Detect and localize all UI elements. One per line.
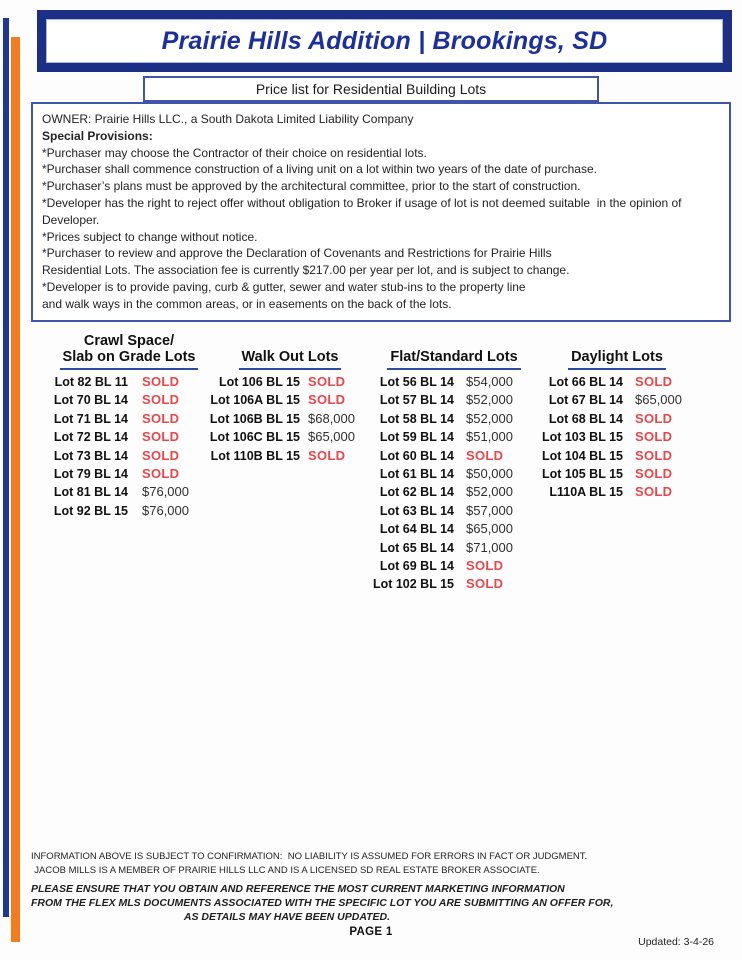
footer-notice [31,882,614,925]
provision-line: *Purchaser shall commence construction of a living unit on a lot within two years of the date of purchase. [42,162,597,177]
lot-column-title-line: Slab on Grade Lots [62,348,196,365]
lot-sold-badge: SOLD [635,374,673,389]
lot-row [372,520,536,538]
lot-rows [535,373,699,502]
lot-price: $51,000 [466,429,513,445]
lot-label: Lot 66 BL 14 [548,375,623,389]
left-accent-bar-orange [11,37,20,942]
page-number-label: PAGE 1 [349,926,393,938]
lot-label: Lot 106 BL 15 [218,375,300,389]
lot-row [40,465,218,483]
provision-line: Residential Lots. The association fee is currently $217.00 per year per lot, and is subject to change. [42,263,570,278]
lot-row [372,410,536,428]
lot-label: Lot 106B BL 15 [209,411,300,426]
lot-row [535,373,699,391]
lot-row [206,447,374,465]
lot-label: Lot 103 BL 15 [541,430,623,445]
lot-label: Lot 65 BL 14 [379,540,454,555]
document-header-box [37,10,732,72]
lot-column-header [535,333,699,370]
notice-line: AS DETAILS MAY HAVE BEEN UPDATED. [183,911,391,924]
lot-price: $65,000 [466,521,513,537]
provision-line: and walk ways in the common areas, or in easements on the back of the lots. [42,296,452,311]
lot-column-daylight [535,333,699,502]
lot-label: Lot 92 BL 15 [53,503,128,518]
special-provisions-text [42,111,720,313]
footer-disclaimer [31,850,588,878]
lot-column-header [372,333,536,370]
lot-label: Lot 61 BL 14 [379,467,454,482]
lot-price: $52,000 [466,392,513,408]
lot-column-title-line: Flat/Standard Lots [390,348,518,365]
lot-sold-badge: SOLD [142,392,180,408]
lot-column-walk-out [206,333,374,465]
provision-line: *Purchaser may choose the Contractor of their choice on residential lots. [42,145,427,160]
lot-sold-badge: SOLD [466,576,504,592]
lot-row [206,391,374,409]
lot-sold-badge: SOLD [635,410,673,426]
lot-price: $52,000 [466,484,513,500]
lot-price: $71,000 [466,539,513,555]
lot-label: Lot 72 BL 14 [53,430,128,445]
notice-line: FROM THE FLEX MLS DOCUMENTS ASSOCIATED WITH THE SPECIFIC LOT YOU ARE SUBMITTING AN OFFER FOR, [31,897,614,910]
lot-label: Lot 106A BL 15 [210,393,300,408]
lot-label: Lot 62 BL 14 [379,485,454,500]
updated-date-label: Updated: 3-4-26 [638,936,714,948]
lot-sold-badge: SOLD [466,558,504,574]
lot-label: Lot 110B BL 15 [210,448,300,463]
lot-row [40,502,218,520]
provision-line: Special Provisions: [42,128,153,143]
lot-column-title-line: Daylight Lots [571,348,663,365]
lot-row [372,391,536,409]
left-accent-bar-blue [3,18,9,917]
lot-column-header [206,333,374,370]
lot-column-title [387,350,520,370]
lot-label: Lot 102 BL 15 [372,577,454,592]
lot-label: Lot 59 BL 14 [379,430,454,445]
lot-label: Lot 69 BL 14 [379,559,454,574]
page-title: Prairie Hills Addition | Brookings, SD [161,26,608,55]
subtitle-text: Price list for Residential Building Lots [255,81,487,97]
lot-sold-badge: SOLD [466,447,504,463]
lot-price: $57,000 [466,502,513,518]
subtitle-box [143,76,599,102]
lot-row [535,391,699,409]
provision-line: *Developer has the right to reject offer without obligation to Broker if usage of lot is not deemed suitable in the opinion of [42,195,682,210]
lot-sold-badge: SOLD [635,429,673,445]
lot-label: Lot 106C BL 15 [209,430,300,445]
lot-price: $65,000 [308,429,355,445]
lot-label: Lot 79 BL 14 [53,467,128,482]
lot-column-title [60,334,199,370]
lot-sold-badge: SOLD [308,392,346,408]
provision-line: Developer. [42,212,100,227]
provision-line: *Purchaser’s plans must be approved by the architectural committee, prior to the start of construction. [42,179,581,194]
lot-price: $76,000 [142,502,189,518]
lot-label: Lot 63 BL 14 [379,503,454,518]
lot-column-title [239,350,342,370]
lot-price: $76,000 [142,484,189,500]
lot-row [40,483,218,501]
lot-label: Lot 67 BL 14 [548,393,623,408]
lot-label: Lot 57 BL 14 [379,393,454,408]
lot-row [535,410,699,428]
notice-line: PLEASE ENSURE THAT YOU OBTAIN AND REFERENCE THE MOST CURRENT MARKETING INFORMATION [31,883,565,895]
lot-sold-badge: SOLD [142,410,180,426]
lot-row [535,428,699,446]
lot-label: Lot 104 BL 15 [541,448,623,463]
lot-label: Lot 73 BL 14 [53,448,128,463]
provision-line: OWNER: Prairie Hills LLC., a South Dakota Limited Liability Company [42,112,414,126]
lot-sold-badge: SOLD [142,447,180,463]
lot-row [206,428,374,446]
lot-sold-badge: SOLD [635,447,673,463]
lot-label: Lot 71 BL 14 [53,411,128,426]
lot-label: Lot 105 BL 15 [541,467,623,482]
lot-row [372,465,536,483]
lot-row [372,575,536,593]
lot-label: Lot 58 BL 14 [379,411,454,426]
lot-rows [206,373,374,465]
lot-row [206,410,374,428]
lot-row [40,428,218,446]
lot-price: $54,000 [466,374,513,389]
lot-label: L110A BL 15 [549,485,623,500]
lot-row [372,447,536,465]
lot-row [206,373,374,391]
lot-row [40,391,218,409]
lot-row [372,373,536,391]
lot-row [372,502,536,520]
lot-column-header [40,333,218,370]
lot-price: $50,000 [466,466,513,482]
lot-row [40,447,218,465]
lot-label: Lot 56 BL 14 [379,375,454,389]
lot-sold-badge: SOLD [308,447,346,463]
lot-sold-badge: SOLD [142,466,180,482]
lot-row [535,465,699,483]
lot-column-title [568,350,666,370]
lot-rows [40,373,218,520]
lot-label: Lot 82 BL 11 [54,375,128,389]
provision-line: *Purchaser to review and approve the Declaration of Covenants and Restrictions for Prairie Hills [42,246,552,261]
lot-row [372,428,536,446]
lot-row [535,483,699,501]
lot-row [535,447,699,465]
lot-price: $68,000 [308,410,355,426]
lot-column-flat-standard [372,333,536,594]
lot-column-title-line: Walk Out Lots [241,348,339,365]
provision-line: *Prices subject to change without notice. [42,229,258,244]
lot-label: Lot 70 BL 14 [53,393,128,408]
lot-price: $65,000 [635,392,682,408]
lot-rows [372,373,536,594]
lot-sold-badge: SOLD [142,374,180,389]
special-provisions-box [31,102,731,322]
lot-label: Lot 64 BL 14 [379,522,454,537]
lot-row [372,483,536,501]
lot-column-crawl-space-slab-on-grade [40,333,218,520]
lot-sold-badge: SOLD [308,374,346,389]
lot-label: Lot 81 BL 14 [53,485,128,500]
lot-label: Lot 68 BL 14 [548,411,623,426]
lot-row [372,539,536,557]
lot-sold-badge: SOLD [635,484,673,500]
lot-row [372,557,536,575]
lot-price: $52,000 [466,410,513,426]
lot-label: Lot 60 BL 14 [379,448,454,463]
disclaimer-line: INFORMATION ABOVE IS SUBJECT TO CONFIRMATION: NO LIABILITY IS ASSUMED FOR ERRORS IN FACT OR JUDGMENT. [31,851,588,862]
provision-line: *Developer is to provide paving, curb & gutter, sewer and water stub-ins to the property line [42,279,526,294]
disclaimer-line: JACOB MILLS IS A MEMBER OF PRAIRIE HILLS LLC AND IS A LICENSED SD REAL ESTATE BROKER ASSOCIATE. [34,865,540,876]
lot-sold-badge: SOLD [142,429,180,445]
lot-sold-badge: SOLD [635,466,673,482]
lot-row [40,373,218,391]
lot-column-title-line: Crawl Space/ [83,333,175,350]
lot-row [40,410,218,428]
